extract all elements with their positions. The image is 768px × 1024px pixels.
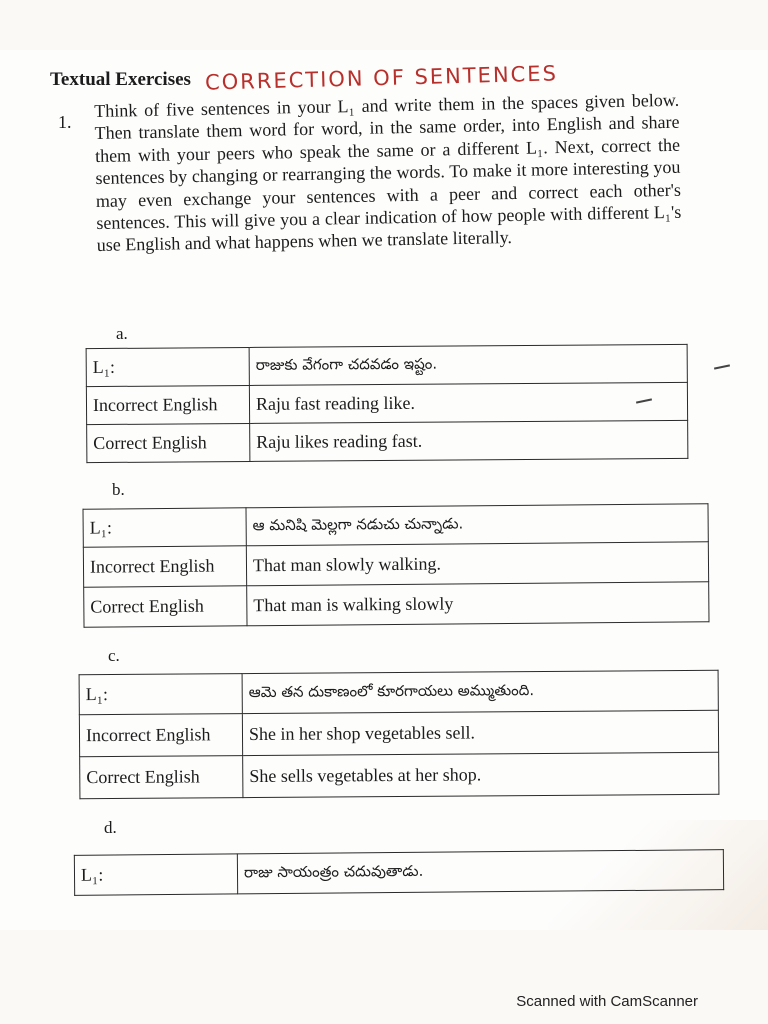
table-row	[87, 420, 688, 462]
table-row	[79, 710, 718, 756]
correct-sentence: That man is walking slowly	[247, 582, 709, 626]
table-row	[83, 542, 708, 587]
exercise-label-c: c.	[108, 646, 120, 665]
task-number: 1.	[58, 112, 72, 132]
row-label-correct: Correct English	[80, 756, 243, 799]
row-label-l1: L₁:	[79, 674, 242, 715]
heading-printed: Textual Exercises	[50, 69, 191, 90]
scanner-watermark: Scanned with CamScanner	[516, 993, 698, 1010]
table-row	[86, 344, 687, 386]
row-label-l1: L₁:	[86, 347, 249, 386]
correct-sentence: Raju likes reading fast.	[250, 420, 688, 461]
table-row	[79, 670, 718, 714]
row-label-incorrect: Incorrect English	[83, 546, 246, 587]
row-label-incorrect: Incorrect English	[86, 385, 249, 424]
exercise-table-c	[79, 670, 720, 799]
row-label-correct: Correct English	[87, 423, 250, 462]
incorrect-sentence: Raju fast reading like.	[249, 382, 687, 423]
page-heading	[50, 61, 559, 95]
exercise-table-a	[86, 344, 689, 463]
table-row	[86, 382, 687, 424]
row-label-correct: Correct English	[84, 586, 247, 627]
row-label-l1: L₁:	[74, 854, 237, 895]
incorrect-sentence: She in her shop vegetables sell.	[242, 710, 718, 755]
incorrect-sentence: That man slowly walking.	[246, 542, 708, 586]
l1-sentence: రాజుకు వేగంగా చదవడం ఇష్టం.	[249, 344, 687, 385]
table-row	[83, 504, 708, 547]
exercise-table-d	[74, 849, 724, 896]
l1-sentence: రాజు సాయంత్రం చదువుతాడు.	[237, 850, 723, 894]
exercise-label-b: b.	[112, 480, 125, 499]
task-instructions: Think of five sentences in your L₁ and write them in the spaces given below. Then translate them word for word, in the same order, into English and share them with your peers who speak the same or a different L₁. Next, correct the sentences by changing or rearranging the words. To make it more interesting you may even exchange your sentences with a peer and correct each other's sentences. This will give you a clear indication of how people with different L₁'s use English and what happens when we translate literally.	[94, 89, 682, 256]
exercise-table-b	[82, 503, 709, 627]
heading-handwritten: CORRECTION OF SENTENCES	[204, 61, 559, 95]
l1-sentence: ఆ మనిషి మెల్లగా నడుచు చున్నాడు.	[246, 504, 708, 546]
row-label-incorrect: Incorrect English	[79, 714, 242, 757]
table-row	[74, 850, 723, 896]
table-row	[80, 752, 719, 798]
correct-sentence: She sells vegetables at her shop.	[243, 752, 719, 797]
exercise-label-a: a.	[116, 324, 128, 343]
l1-sentence: ఆమె తన దుకాణంలో కూరగాయలు అమ్ముతుంది.	[242, 670, 718, 713]
exercise-label-d: d.	[104, 818, 117, 837]
row-label-l1: L₁:	[83, 508, 246, 547]
table-row	[84, 582, 709, 627]
